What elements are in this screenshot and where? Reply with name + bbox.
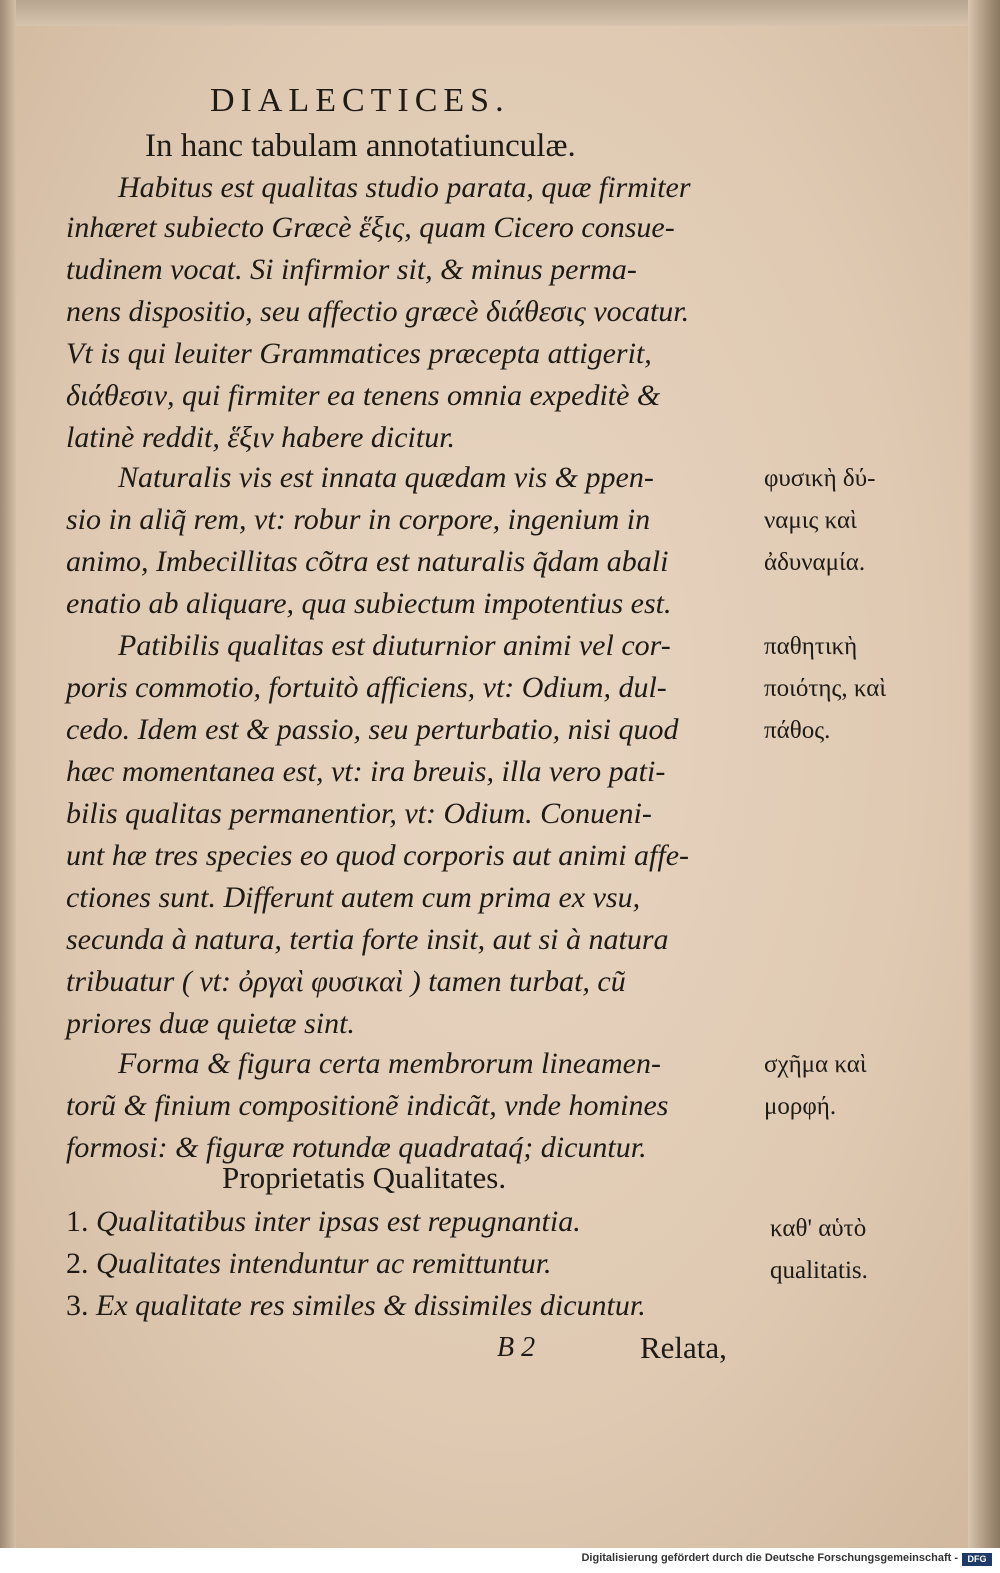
margin-note: ναμις καὶ [764, 507, 857, 534]
signature-mark: B 2 [497, 1332, 536, 1363]
catchword: Relata, [640, 1330, 727, 1365]
page-top-edge [0, 0, 1000, 26]
item-text: Qualitates intenduntur ac remittuntur. [96, 1247, 552, 1280]
margin-note: πάθος. [764, 717, 831, 744]
item-text: Ex qualitate res similes & dissimiles dicuntur. [96, 1289, 646, 1322]
subheading: In hanc tabulam annotatiunculæ. [145, 128, 576, 164]
margin-note: qualitatis. [770, 1257, 868, 1284]
margin-note: καθ' αὑτὸ [770, 1215, 867, 1242]
numbered-item [66, 1247, 552, 1281]
body-line: Habitus est qualitas studio parata, quæ firmiter [118, 171, 691, 204]
body-line: priores duæ quietæ sint. [66, 1007, 355, 1040]
body-line: sio in aliq̃ rem, vt: robur in corpore, ingenium in [66, 503, 651, 536]
body-line: tudinem vocat. Si infirmior sit, & minus perma- [66, 253, 637, 286]
section-title: Proprietatis Qualitates. [222, 1160, 507, 1195]
dfg-logo: DFG [962, 1553, 992, 1566]
body-line: ctiones sunt. Differunt autem cum prima ex vsu, [66, 881, 641, 914]
body-line: Patibilis qualitas est diuturnior animi vel cor- [118, 629, 671, 662]
page-right-edge [968, 0, 1000, 1573]
item-text: Qualitatibus inter ipsas est repugnantia. [96, 1205, 581, 1238]
body-line: poris commotio, fortuitò afficiens, vt: Odium, dul- [66, 671, 667, 704]
margin-note: ἀδυναμία. [764, 549, 866, 576]
body-line: latinè reddit, ἕξιν habere dicitur. [66, 421, 456, 454]
numbered-item [66, 1205, 581, 1239]
body-line: Vt is qui leuiter Grammatices præcepta attigerit, [66, 337, 652, 370]
body-line: tribuatur ( vt: ὀργαὶ φυσικαὶ ) tamen turbat, cũ [66, 965, 626, 998]
body-line: διάθεσιν, qui firmiter ea tenens omnia expeditè & [66, 379, 661, 412]
numbered-item [66, 1289, 646, 1323]
running-header: DIALECTICES. [210, 82, 510, 119]
body-line: animo, Imbecillitas cõtra est naturalis q̃dam abali [66, 545, 669, 578]
body-line: Naturalis vis est innata quædam vis & ppen- [118, 461, 654, 494]
body-line: unt hæ tres species eo quod corporis aut animi affe- [66, 839, 689, 872]
item-number: 2. [66, 1247, 89, 1280]
footer-credit: Digitalisierung gefördert durch die Deutsche Forschungsgemeinschaft - [581, 1552, 958, 1564]
margin-note: φυσικὴ δύ- [764, 465, 876, 492]
page-left-edge [0, 0, 16, 1573]
body-line: torũ & finium compositionẽ indicãt, vnde homines [66, 1089, 669, 1122]
body-line: formosi: & figuræ rotundæ quadrataq́; dicuntur. [66, 1131, 647, 1164]
margin-note: παθητικὴ [764, 633, 858, 660]
body-line: Forma & figura certa membrorum lineamen- [118, 1047, 661, 1080]
body-line: nens dispositio, seu affectio græcè διάθεσις vocatur. [66, 295, 690, 328]
body-line: inhæret subiecto Græcè ἕξις, quam Cicero consue- [66, 211, 675, 244]
body-line: secunda à natura, tertia forte insit, aut si à natura [66, 923, 669, 956]
item-number: 1. [66, 1205, 89, 1238]
item-number: 3. [66, 1289, 89, 1322]
margin-note: σχῆμα καὶ [764, 1051, 867, 1078]
body-line: cedo. Idem est & passio, seu perturbatio, nisi quod [66, 713, 679, 746]
body-line: hæc momentanea est, vt: ira breuis, illa vero pati- [66, 755, 666, 788]
body-line: bilis qualitas permanentior, vt: Odium. Conueni- [66, 797, 652, 830]
margin-note: ποιότης, καὶ [764, 675, 887, 702]
body-line: enatio ab aliquare, qua subiectum impotentius est. [66, 587, 672, 620]
margin-note: μορφή. [764, 1093, 837, 1120]
